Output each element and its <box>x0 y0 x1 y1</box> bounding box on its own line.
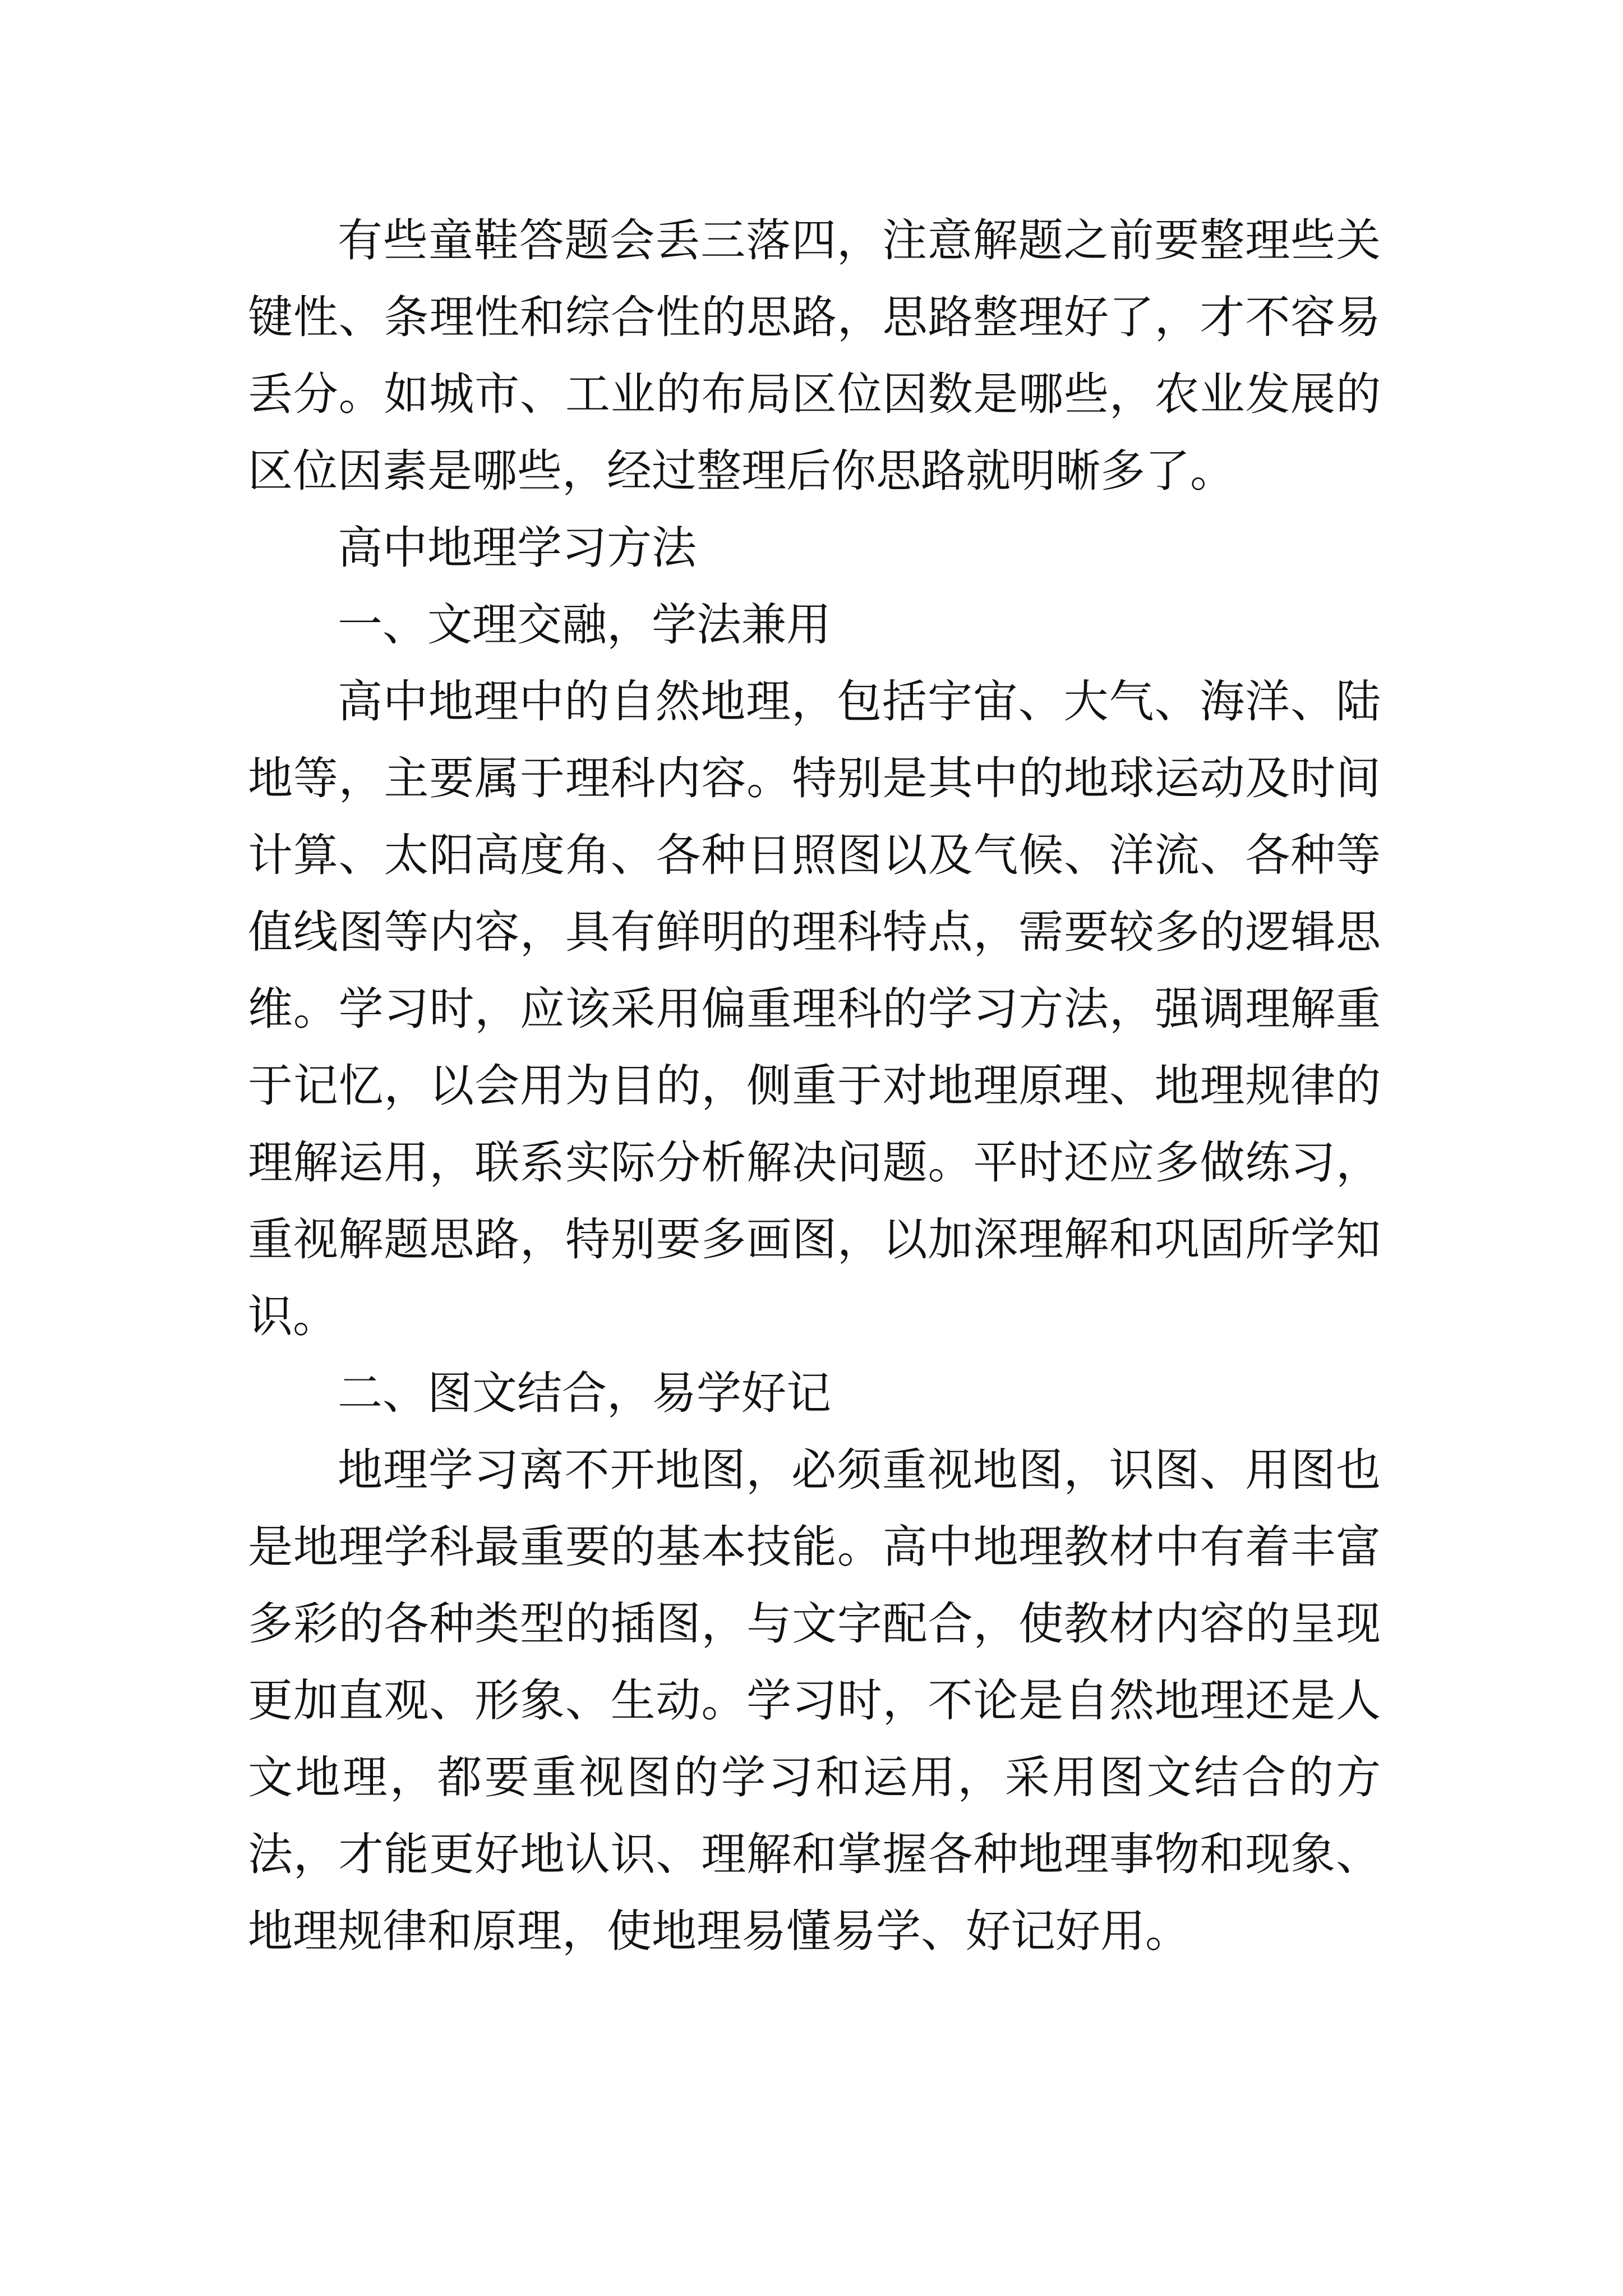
paragraph-answer-tips: 有些童鞋答题会丢三落四，注意解题之前要整理些关键性、条理性和综合性的思路，思路整理好了，才不容易丢分。如城市、工业的布局区位因数是哪些，农业发展的区位因素是哪些，经过整理后你思路就明晰多了。 <box>248 214 1381 497</box>
subheading-method-two: 二、图文结合，易学好记 <box>338 1367 831 1419</box>
section-title-learning-methods: 高中地理学习方法 <box>338 522 697 574</box>
paragraph-physical-geography: 高中地理中的自然地理，包括宇宙、大气、海洋、陆地等，主要属于理科内容。特别是其中的地球运动及时间计算、太阳高度角、各种日照图以及气候、洋流、各种等值线图等内容，具有鲜明的理科特点，需要较多的逻辑思维。学习时，应该采用偏重理科的学习方法，强调理解重于记忆，以会用为目的，侧重于对地理原理、地理规律的理解运用，联系实际分析解决问题。平时还应多做练习，重视解题思路，特别要多画图，以加深理解和巩固所学知识。 <box>248 675 1381 1342</box>
document-body <box>248 202 1381 1970</box>
paragraph-maps-and-text: 地理学习离不开地图，必须重视地图，识图、用图也是地理学科最重要的基本技能。高中地理教材中有着丰富多彩的各种类型的插图，与文字配合，使教材内容的呈现更加直观、形象、生动。学习时，不论是自然地理还是人文地理，都要重视图的学习和运用，采用图文结合的方法，才能更好地认识、理解和掌握各种地理事物和现象、地理规律和原理，使地理易懂易学、好记好用。 <box>248 1444 1381 1957</box>
subheading-method-one: 一、文理交融，学法兼用 <box>338 599 831 651</box>
